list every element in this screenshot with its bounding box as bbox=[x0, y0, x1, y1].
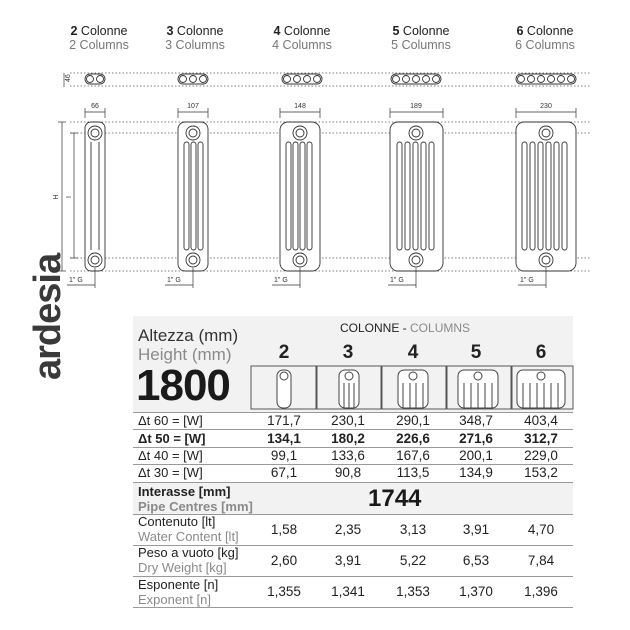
cell-value: 153,2 bbox=[524, 465, 558, 480]
radiator-technical-drawing bbox=[0, 0, 630, 310]
cell-value: 4,70 bbox=[527, 522, 555, 537]
width-label-2: 66 bbox=[91, 103, 99, 110]
interasse-value: 1744 bbox=[368, 485, 422, 512]
height-label-it: Altezza (mm) bbox=[138, 326, 239, 345]
width-label-4: 148 bbox=[294, 103, 306, 110]
header-5-columns: 5 Colonne 5 Columns bbox=[391, 24, 451, 52]
top-view-6-columns bbox=[516, 74, 576, 84]
row-label-it: Peso a vuoto [kg] bbox=[138, 545, 239, 560]
cell-value: 133,6 bbox=[331, 448, 365, 463]
cell-value: 167,6 bbox=[396, 448, 430, 463]
interasse-label-it: Interasse [mm] bbox=[138, 484, 231, 499]
row-label-it: Contenuto [lt] bbox=[138, 514, 216, 529]
row-label-en: Exponent [n] bbox=[138, 592, 211, 607]
interasse-label-en: Pipe Centres [mm] bbox=[138, 499, 253, 514]
cell-value: 226,6 bbox=[396, 431, 430, 446]
cell-value: 67,1 bbox=[270, 465, 298, 480]
row-label: Δt 60 = [W] bbox=[138, 413, 203, 428]
cell-value: 229,0 bbox=[524, 448, 558, 463]
cell-value: 1,58 bbox=[270, 522, 298, 537]
depth-dimension bbox=[64, 73, 72, 87]
pipe-label-4: 1" G bbox=[274, 277, 288, 284]
cell-value: 7,84 bbox=[527, 553, 555, 568]
row-label-en: Water Content [lt] bbox=[138, 529, 239, 544]
cell-value: 171,7 bbox=[267, 413, 301, 428]
cell-value: 5,22 bbox=[399, 553, 427, 568]
pipe-label-3: 1" G bbox=[167, 277, 181, 284]
width-label-6: 230 bbox=[540, 103, 552, 110]
cell-value: 90,8 bbox=[334, 465, 362, 480]
cell-value: 6,53 bbox=[462, 553, 490, 568]
front-view-5-columns bbox=[390, 122, 443, 271]
pipe-label-5: 1" G bbox=[390, 277, 404, 284]
cell-value: 1,370 bbox=[459, 584, 493, 599]
cell-value: 1,396 bbox=[524, 584, 558, 599]
col-number-5: 5 bbox=[470, 342, 482, 363]
cell-value: 3,91 bbox=[334, 553, 362, 568]
cell-value: 348,7 bbox=[459, 413, 493, 428]
cell-value: 200,1 bbox=[459, 448, 493, 463]
row-label-en: Dry Weight [kg] bbox=[138, 560, 227, 575]
cell-value: 312,7 bbox=[524, 431, 558, 446]
header-2-columns: 2 Colonne 2 Columns bbox=[69, 24, 129, 52]
row-divider bbox=[133, 607, 573, 608]
front-view-3-columns bbox=[178, 122, 208, 271]
top-view-4-columns bbox=[282, 74, 322, 84]
cell-value: 134,1 bbox=[267, 431, 301, 446]
row-label: Δt 30 = [W] bbox=[138, 465, 203, 480]
cell-value: 2,60 bbox=[270, 553, 298, 568]
cell-value: 2,35 bbox=[334, 522, 362, 537]
front-view-4-columns bbox=[280, 122, 320, 271]
row-label: Δt 50 = [W] bbox=[138, 431, 206, 446]
cell-value: 180,2 bbox=[331, 431, 365, 446]
col-number-4: 4 bbox=[407, 342, 419, 363]
width-dimensions bbox=[85, 108, 576, 118]
top-view-3-columns bbox=[178, 74, 208, 84]
header-6-columns: 6 Colonne 6 Columns bbox=[515, 24, 575, 52]
pipe-label-2: 1" G bbox=[69, 277, 83, 284]
width-label-3: 107 bbox=[187, 103, 199, 110]
row-label-it: Esponente [n] bbox=[138, 577, 219, 592]
cell-value: 271,6 bbox=[459, 431, 493, 446]
cell-value: 113,5 bbox=[396, 465, 430, 480]
depth-label: 46 bbox=[65, 74, 72, 82]
row-divider bbox=[133, 429, 573, 430]
cell-value: 99,1 bbox=[270, 448, 298, 463]
centre-label: I bbox=[66, 196, 73, 198]
top-view-5-columns bbox=[391, 74, 441, 84]
pipe-label-6: 1" G bbox=[520, 277, 534, 284]
cell-value: 403,4 bbox=[524, 413, 558, 428]
header-4-columns: 4 Colonne 4 Columns bbox=[272, 24, 332, 52]
cell-value: 1,341 bbox=[331, 584, 365, 599]
brand-wordmark: ardesia bbox=[27, 253, 69, 380]
cell-value: 1,353 bbox=[396, 584, 430, 599]
height-value: 1800 bbox=[136, 361, 230, 410]
col-number-2: 2 bbox=[278, 342, 290, 363]
height-label-en: Height (mm) bbox=[138, 345, 232, 364]
columns-title: COLONNE - COLUMNS bbox=[340, 321, 471, 335]
cell-value: 134,9 bbox=[459, 465, 493, 480]
row-label: Δt 40 = [W] bbox=[138, 448, 203, 463]
front-view-2-columns bbox=[85, 122, 105, 271]
col-number-6: 6 bbox=[535, 342, 547, 363]
width-label-5: 189 bbox=[410, 103, 422, 110]
cell-value: 230,1 bbox=[331, 413, 365, 428]
header-3-columns: 3 Colonne 3 Columns bbox=[165, 24, 225, 52]
cell-value: 3,91 bbox=[462, 522, 490, 537]
top-view-2-columns bbox=[85, 74, 105, 84]
height-label: H bbox=[53, 194, 60, 200]
cell-value: 3,13 bbox=[399, 522, 427, 537]
row-divider bbox=[133, 482, 573, 483]
front-view-6-columns bbox=[516, 122, 576, 271]
col-number-3: 3 bbox=[342, 342, 354, 363]
cell-value: 290,1 bbox=[396, 413, 430, 428]
cell-value: 1,355 bbox=[267, 584, 301, 599]
